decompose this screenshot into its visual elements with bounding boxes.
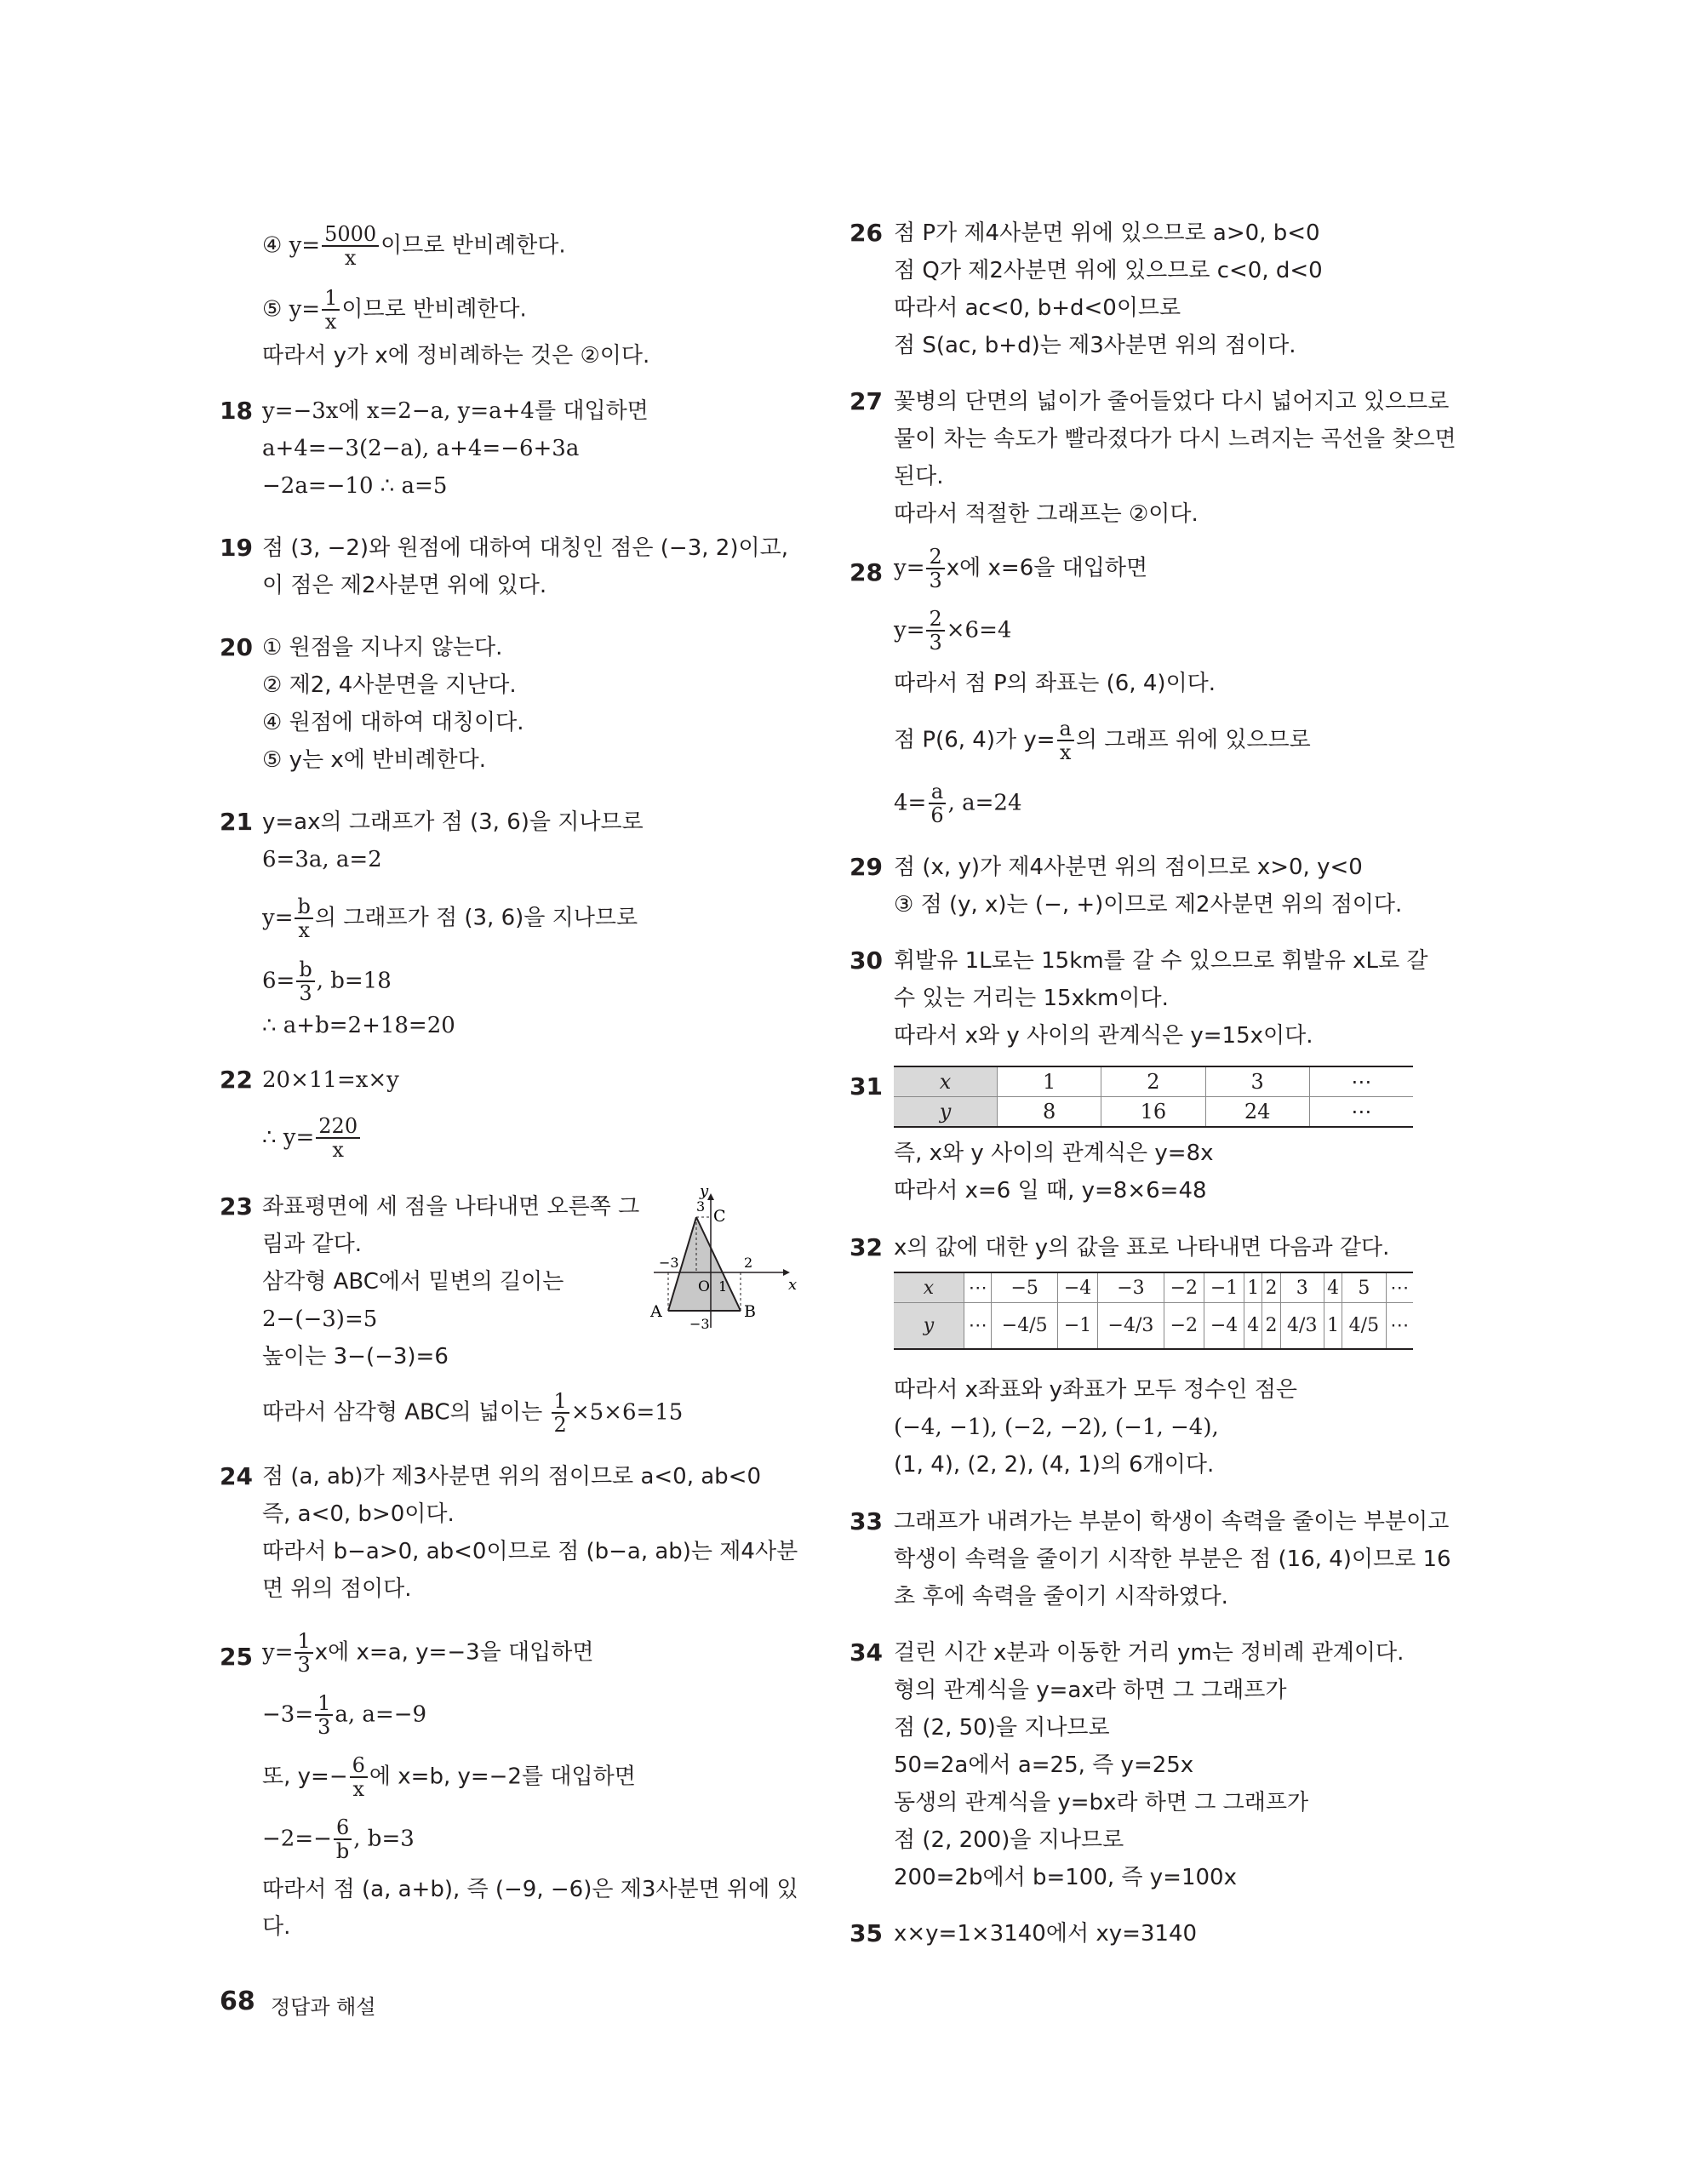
table-cell: ⋯ [964, 1272, 992, 1303]
page-number: 68 [220, 1987, 255, 2016]
answer-line: 다. [262, 1914, 291, 1940]
y-axis-arrow-icon [707, 1193, 714, 1200]
answer-line: 4= $\frac{a}{6}$ , a=24 [894, 780, 1022, 827]
table-header-cell: y [894, 1303, 964, 1349]
table-cell: 1 [998, 1066, 1101, 1097]
answer-line: ① 원점을 지나지 않는다. [262, 635, 503, 660]
answer-line: (1, 4), (2, 2), (4, 1)의 6개이다. [894, 1452, 1215, 1478]
fraction: $\frac{b}{3}$ [296, 958, 314, 1004]
answer-line: 따라서 y가 x에 정비례하는 것은 ②이다. [262, 343, 650, 369]
table-cell: −1 [1204, 1272, 1244, 1303]
table-cell: ⋯ [1309, 1066, 1413, 1097]
fraction: $\frac{220}{x}$ [316, 1115, 360, 1161]
answer-line: 초 후에 속력을 줄이기 시작하였다. [894, 1584, 1228, 1609]
answer-line: 즉, x와 y 사이의 관계식은 y=8x [894, 1141, 1214, 1166]
table-cell: 4 [1244, 1303, 1262, 1349]
answer-line: 따라서 b−a>0, ab<0이므로 점 (b−a, ab)는 제4사분 [262, 1539, 798, 1564]
table-header-cell: x [894, 1066, 998, 1097]
point-a-label: A [650, 1302, 662, 1321]
answer-line: −2a=−10 ∴ a=5 [262, 473, 448, 499]
tick-label: −3 [689, 1316, 710, 1332]
question-number: 19 [220, 534, 253, 562]
table-cell: 4/5 [1342, 1303, 1386, 1349]
table-cell: −1 [1057, 1303, 1097, 1349]
answer-line: 또, y=− $\frac{6}{x}$ 에 x=b, y=−2를 대입하면 [262, 1753, 636, 1801]
answer-line: ② 제2, 4사분면을 지난다. [262, 672, 517, 698]
answer-line: 면 위의 점이다. [262, 1576, 412, 1602]
answer-line: 따라서 점 (a, a+b), 즉 (−9, −6)은 제3사분면 위에 있 [262, 1877, 798, 1902]
table-cell: 1 [1244, 1272, 1262, 1303]
question-number: 20 [220, 633, 253, 661]
answer-line: 따라서 x좌표와 y좌표가 모두 정수인 점은 [894, 1377, 1297, 1403]
question-number: 29 [850, 853, 883, 881]
answer-line: 따라서 ac<0, b+d<0이므로 [894, 295, 1181, 321]
answer-line: 50=2a에서 a=25, 즉 y=25x [894, 1752, 1194, 1778]
answer-line: 따라서 x=6 일 때, y=8×6=48 [894, 1178, 1207, 1203]
answer-line: x의 값에 대한 y의 값을 표로 나타내면 다음과 같다. [894, 1235, 1390, 1261]
answer-line: y=ax의 그래프가 점 (3, 6)을 지나므로 [262, 809, 644, 835]
table-cell: 3 [1280, 1272, 1324, 1303]
answer-line: 따라서 적절한 그래프는 ②이다. [894, 501, 1199, 527]
answer-line: 된다. [894, 464, 944, 489]
table-cell: 16 [1101, 1097, 1205, 1128]
question-number: 24 [220, 1462, 253, 1490]
point-c-label: C [713, 1207, 726, 1226]
fraction: $\frac{6}{x}$ [350, 1754, 368, 1800]
table-cell: −4/5 [992, 1303, 1057, 1349]
answer-line: ∴ y= $\frac{220}{x}$ [262, 1115, 362, 1161]
answer-line: 휘발유 1L로는 15km를 갈 수 있으므로 휘발유 xL로 갈 [894, 948, 1428, 974]
fraction: $\frac{2}{3}$ [926, 546, 944, 592]
origin-label: O [698, 1278, 710, 1295]
fraction: $\frac{a}{x}$ [1057, 718, 1074, 763]
answer-line: 점 (3, −2)와 원점에 대하여 대칭인 점은 (−3, 2)이고, [262, 535, 788, 561]
answer-line: y= $\frac{2}{3}$ ×6=4 [894, 607, 1012, 655]
answer-line: 높이는 3−(−3)=6 [262, 1344, 449, 1369]
table-cell: −4 [1204, 1303, 1244, 1349]
table-cell: −3 [1098, 1272, 1164, 1303]
answer-line: ⑤ y는 x에 반비례한다. [262, 747, 486, 773]
fraction: $\frac{a}{6}$ [928, 780, 946, 826]
answer-line: 점 Q가 제2사분면 위에 있으므로 c<0, d<0 [894, 258, 1323, 283]
answer-line: 림과 같다. [262, 1232, 362, 1257]
fraction: $\frac{1}{3}$ [295, 1630, 312, 1676]
answer-line: y=−3x에 x=2−a, y=a+4를 대입하면 [262, 398, 649, 424]
question-number: 32 [850, 1233, 883, 1261]
table-cell: 2 [1262, 1303, 1280, 1349]
answer-line: ∴ a+b=2+18=20 [262, 1013, 455, 1038]
answer-line: 점 P(6, 4)가 y= $\frac{a}{x}$ 의 그래프 위에 있으므로 [894, 717, 1311, 764]
answer-line: 꽃병의 단면의 넓이가 줄어들었다 다시 넓어지고 있으므로 [894, 389, 1450, 415]
fraction: $\frac{1}{x}$ [322, 287, 340, 333]
value-table [894, 1066, 1413, 1128]
triangle-abc [668, 1217, 741, 1311]
value-table [894, 1272, 1413, 1350]
answer-line: 즉, a<0, b>0이다. [262, 1501, 455, 1527]
tick-label: 3 [696, 1198, 706, 1215]
table-cell: −4/3 [1098, 1303, 1164, 1349]
answer-line: 20×11=x×y [262, 1067, 399, 1093]
table-cell: 8 [998, 1097, 1101, 1128]
answer-line: 점 P가 제4사분면 위에 있으므로 a>0, b<0 [894, 220, 1320, 246]
answer-line: (−4, −1), (−2, −2), (−1, −4), [894, 1415, 1219, 1440]
table-cell: 2 [1262, 1272, 1280, 1303]
fraction: $\frac{6}{b}$ [334, 1816, 352, 1862]
answer-line: y= $\frac{b}{x}$ 의 그래프가 점 (3, 6)을 지나므로 [262, 895, 638, 942]
question-number: 34 [850, 1638, 883, 1667]
answer-line: 6= $\frac{b}{3}$ , b=18 [262, 958, 392, 1005]
answer-line: y= $\frac{1}{3}$ x에 x=a, y=−3을 대입하면 [262, 1629, 594, 1677]
question-number: 21 [220, 808, 253, 836]
answer-line: ③ 점 (y, x)는 (−, +)이므로 제2사분면 위의 점이다. [894, 892, 1403, 918]
fraction: $\frac{1}{3}$ [315, 1692, 333, 1738]
answer-line: 이 점은 제2사분면 위에 있다. [262, 573, 547, 598]
question-number: 23 [220, 1192, 253, 1221]
table-header-cell: y [894, 1097, 998, 1128]
table-cell: −2 [1164, 1272, 1204, 1303]
question-number: 27 [850, 387, 883, 415]
fraction: $\frac{1}{2}$ [552, 1390, 569, 1436]
answer-line: −3= $\frac{1}{3}$ a, a=−9 [262, 1691, 427, 1739]
answer-line: a+4=−3(2−a), a+4=−6+3a [262, 436, 580, 461]
table-cell: 1 [1324, 1303, 1342, 1349]
answer-line: 점 (a, ab)가 제3사분면 위의 점이므로 a<0, ab<0 [262, 1464, 761, 1489]
question-number: 33 [850, 1507, 883, 1535]
x-axis-label: x [788, 1276, 798, 1294]
answer-line: 물이 차는 속도가 빨라졌다가 다시 느려지는 곡선을 찾으면 [894, 426, 1456, 452]
question-number: 28 [850, 558, 883, 586]
tick-label: 1 [718, 1278, 728, 1295]
table-cell: ⋯ [1386, 1303, 1413, 1349]
question-number: 26 [850, 219, 883, 247]
answer-line: ④ 원점에 대하여 대칭이다. [262, 710, 524, 735]
answer-line: 점 (2, 50)을 지나므로 [894, 1715, 1110, 1741]
answer-line: 따라서 점 P의 좌표는 (6, 4)이다. [894, 671, 1216, 696]
answer-line: 따라서 삼각형 ABC의 넓이는 $\frac{1}{2}$ ×5×6=15 [262, 1389, 684, 1437]
point-b-label: B [744, 1302, 756, 1321]
table-cell: −5 [992, 1272, 1057, 1303]
triangle-coordinate-graph [647, 1179, 800, 1332]
table-row [894, 1066, 1413, 1097]
answer-line: −2=− $\frac{6}{b}$ , b=3 [262, 1815, 415, 1863]
table-cell: ⋯ [1309, 1097, 1413, 1128]
table-cell: 5 [1342, 1272, 1386, 1303]
answer-line: 학생이 속력을 줄이기 시작한 부분은 점 (16, 4)이므로 16 [894, 1547, 1451, 1572]
table-row [894, 1097, 1413, 1128]
answer-line: ⑤ y= $\frac{1}{x}$ 이므로 반비례한다. [262, 286, 527, 334]
answer-line: 점 S(ac, b+d)는 제3사분면 위의 점이다. [894, 333, 1296, 358]
answer-line: 좌표평면에 세 점을 나타내면 오른쪽 그 [262, 1194, 640, 1220]
question-number: 30 [850, 946, 883, 975]
table-header-cell: x [894, 1272, 964, 1303]
answer-line: 점 (2, 200)을 지나므로 [894, 1827, 1124, 1853]
answer-line: x×y=1×3140에서 xy=3140 [894, 1921, 1198, 1947]
question-number: 31 [850, 1072, 883, 1101]
answer-line: 2−(−3)=5 [262, 1306, 378, 1332]
table-cell: ⋯ [964, 1303, 992, 1349]
answer-line: 따라서 x와 y 사이의 관계식은 y=15x이다. [894, 1023, 1313, 1049]
y-axis-label: y [700, 1182, 709, 1200]
answer-line: 형의 관계식을 y=ax라 하면 그 그래프가 [894, 1678, 1287, 1703]
answer-line: ④ y= $\frac{5000}{x}$ 이므로 반비례한다. [262, 222, 566, 270]
answer-line: 걸린 시간 x분과 이동한 거리 ym는 정비례 관계이다. [894, 1640, 1405, 1666]
table-cell: −4 [1057, 1272, 1097, 1303]
answer-line: 6=3a, a=2 [262, 847, 382, 872]
table-row [894, 1303, 1413, 1349]
table-cell: ⋯ [1386, 1272, 1413, 1303]
table-cell: 4 [1324, 1272, 1342, 1303]
fraction: $\frac{b}{x}$ [295, 895, 312, 941]
tick-label: 2 [744, 1255, 753, 1271]
answer-line: 삼각형 ABC에서 밑변의 길이는 [262, 1269, 564, 1295]
table-cell: 3 [1205, 1066, 1309, 1097]
answer-line: 200=2b에서 b=100, 즉 y=100x [894, 1865, 1237, 1890]
question-number: 18 [220, 397, 253, 425]
table-cell: 4/3 [1280, 1303, 1324, 1349]
tick-label: −3 [659, 1255, 679, 1271]
table-row [894, 1272, 1413, 1303]
answer-line: 점 (x, y)가 제4사분면 위의 점이므로 x>0, y<0 [894, 855, 1363, 880]
fraction: $\frac{5000}{x}$ [322, 223, 379, 269]
answer-line: 동생의 관계식을 y=bx라 하면 그 그래프가 [894, 1790, 1309, 1815]
table-cell: 24 [1205, 1097, 1309, 1128]
table-cell: −2 [1164, 1303, 1204, 1349]
question-number: 35 [850, 1919, 883, 1947]
question-number: 25 [220, 1643, 253, 1671]
footer-label: 정답과 해설 [271, 1995, 376, 2019]
answer-line: 그래프가 내려가는 부분이 학생이 속력을 줄이는 부분이고 [894, 1509, 1450, 1535]
fraction: $\frac{2}{3}$ [926, 608, 944, 654]
answer-line: y= $\frac{2}{3}$ x에 x=6을 대입하면 [894, 545, 1148, 592]
table-cell: 2 [1101, 1066, 1205, 1097]
question-number: 22 [220, 1066, 253, 1094]
answer-line: 수 있는 거리는 15xkm이다. [894, 986, 1169, 1011]
x-axis-arrow-icon [783, 1269, 790, 1276]
